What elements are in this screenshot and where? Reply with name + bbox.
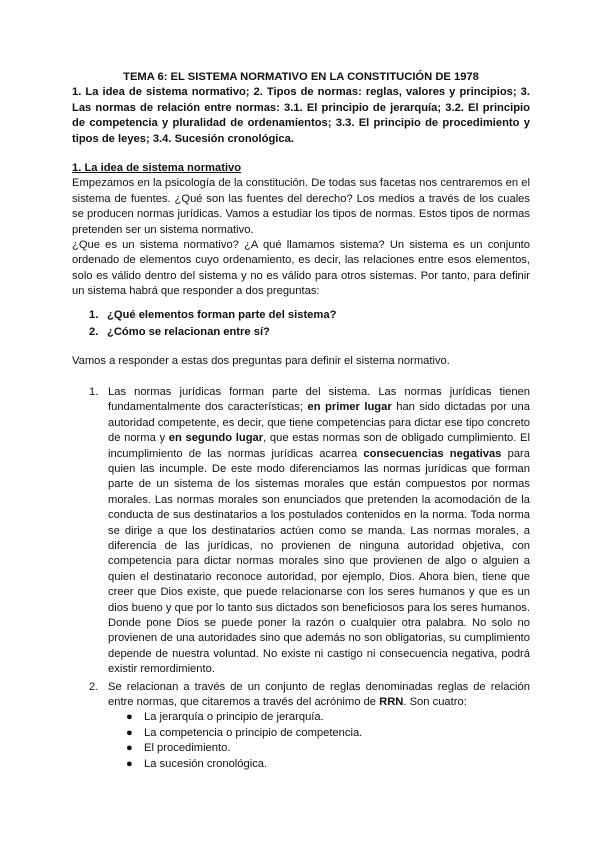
answer-item xyxy=(72,680,530,772)
answer-text: para quien las incumple. De este modo diferenciamos las normas jurídicas que forman parte de un sistema de los sistemas morales que están compuestos por normas morales. Las normas morales son enunciados que pretenden la acomodación de la conducta de sus destinatarios a los postulados contenidos en la norma. Toda norma se dirige a que los destinatarios actúen como se manda. Las normas morales, a diferencia de las jurídicas, no provienen de ninguna autoridad objetiva, con competencia para dictar normas morales sino que provienen de algo o alguien a quien el destinatario reconoce autoridad, por ejemplo, Dios. Ahora bien, tiene que creer que Dios existe, que puede relacionarse con los seres humanos y que es un dios bueno y que por lo tanto sus dictados son beneficiosos para los seres humanos. Donde pone Dios se puede poner la razón o cualquier otra palabra. No solo no provienen de una autoridades sino que además no son obligatorias, su cumplimiento depende de nuestra voluntad. No existe ni castigo ni consecuencia negativa, podrá existir remordimiento. xyxy=(108,447,531,676)
emphasis-text: RRN xyxy=(379,696,404,709)
bullet-icon: ● xyxy=(126,742,133,755)
bullet-item xyxy=(108,741,530,756)
bullet-text: El procedimiento. xyxy=(144,742,231,755)
bullet-text: La jerarquía o principio de jerarquía. xyxy=(144,711,324,724)
answer-text: Las normas jurídicas forman parte del sistema. Las normas jurídicas tienen fundamentalmente dos características; xyxy=(108,385,530,414)
intro-paragraph: Empezamos en la psicología de la constitución. De todas sus facetas nos centraremos en el sistema de fuentes. ¿Qué son las fuentes del derecho? Los medios a través de los cuales se producen normas jurídicas. Vamos a estudiar los tipos de normas. Estos tipos de normas pretenden ser un sistema normativo. xyxy=(72,177,530,236)
answer-text: han sido dictadas por una autoridad competente, es decir, que tiene competencias para dictar ese tipo concreto de norma y xyxy=(108,401,530,445)
answer-text: , que estas normas son de obligado cumplimiento. El incumplimiento de las normas jurídicas acarrea xyxy=(108,432,530,460)
bullet-icon: ● xyxy=(126,757,133,770)
question-item xyxy=(72,325,530,340)
bullet-item xyxy=(108,726,530,741)
question-number: 2. xyxy=(89,326,99,339)
system-definition-paragraph: ¿Que es un sistema normativo? ¿A qué llamamos sistema? Un sistema es un conjunto ordenado de elementos cuyo ordenamiento, es decir, las relaciones entre esos elementos, solo es válido dentro del sistema y no es válido para otros sistemas. Por tanto, para definir un sistema habrá que responder a dos preguntas: xyxy=(72,239,530,298)
rules-bullet-list xyxy=(108,710,530,772)
emphasis-text: consecuencias negativas xyxy=(363,447,502,460)
bullet-text: La sucesión cronológica. xyxy=(144,757,268,770)
answer-text: Se relacionan a través de un conjunto de reglas denominadas reglas de relación entre normas, que citaremos a través del acrónimo de xyxy=(108,680,530,709)
emphasis-text: en segundo lugar xyxy=(168,432,264,445)
answer-number: 2. xyxy=(89,680,99,693)
question-item xyxy=(72,308,530,323)
bullet-item xyxy=(108,757,530,772)
answer-number: 1. xyxy=(89,385,99,398)
section-heading: 1. La idea de sistema normativo xyxy=(72,162,242,175)
emphasis-text: en primer lugar xyxy=(307,401,392,414)
bullet-icon: ● xyxy=(126,711,133,724)
document-page xyxy=(72,70,530,774)
questions-list xyxy=(72,308,530,341)
bullet-icon: ● xyxy=(126,726,133,739)
topics-summary: 1. La idea de sistema normativo; 2. Tipos de normas: reglas, valores y principios; 3. Las normas de relación entre normas: 3.1. El principio de jerarquía; 3.2. El principio de competencia y pluralidad de ordenamientos; 3.3. El principio de procedimiento y tipos de leyes; 3.4. Sucesión cronológica. xyxy=(72,86,530,145)
answer-item xyxy=(72,385,530,678)
question-number: 1. xyxy=(89,308,99,321)
question-text: ¿Qué elementos forman parte del sistema? xyxy=(107,308,337,321)
transition-paragraph: Vamos a responder a estas dos preguntas para definir el sistema normativo. xyxy=(72,354,450,367)
answers-list xyxy=(72,385,530,772)
bullet-item xyxy=(108,710,530,725)
answer-text: . Son cuatro: xyxy=(403,696,467,709)
document-title: TEMA 6: EL SISTEMA NORMATIVO EN LA CONSTITUCIÓN DE 1978 xyxy=(123,71,479,83)
bullet-text: La competencia o principio de competencia. xyxy=(144,726,363,739)
question-text: ¿Cómo se relacionan entre sí? xyxy=(107,326,270,339)
